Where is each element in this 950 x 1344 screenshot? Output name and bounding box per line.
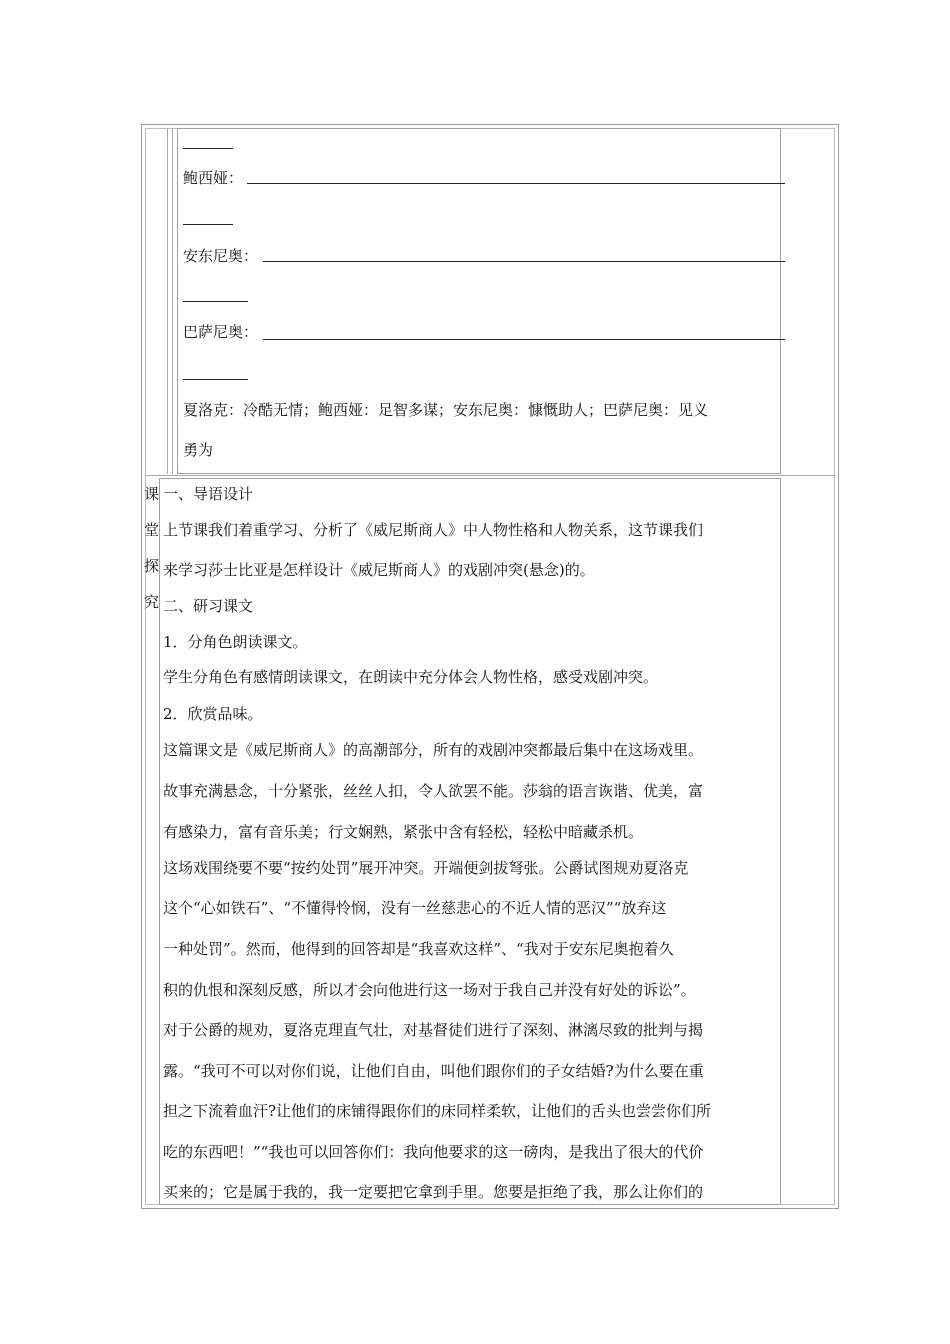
divider-line xyxy=(167,128,168,474)
answer-line: 夏洛克：冷酷无情；鲍西娅：足智多谋；安东尼奥：慷慨助人；巴萨尼奥：见义 xyxy=(183,401,709,419)
top-cell-border xyxy=(177,128,781,474)
blank-line xyxy=(183,379,248,380)
divider-line xyxy=(145,475,835,476)
paragraph-line: 上节课我们着重学习、分析了《威尼斯商人》中人物性格和人物关系，这节课我们 xyxy=(163,521,704,539)
portia-label: 鲍西娅： xyxy=(183,169,244,187)
section-label-char: 探 xyxy=(144,557,160,575)
blank-line xyxy=(183,148,233,149)
section-label-char: 究 xyxy=(144,593,160,611)
antonio-label: 安东尼奥： xyxy=(183,247,259,265)
paragraph-line: 积的仇恨和深刻反感，所以才会向他进行这一场对于我自己并没有好处的诉讼”。 xyxy=(163,981,696,999)
heading: 一、导语设计 xyxy=(163,485,254,503)
paragraph-line: 来学习莎士比亚是怎样设计《威尼斯商人》的戏剧冲突(悬念)的。 xyxy=(163,561,595,579)
blank-line xyxy=(263,339,785,340)
paragraph-line: 吃的东西吧！”“我也可以回答你们：我向他要求的这一磅肉，是我出了很大的代价 xyxy=(163,1143,704,1161)
blank-line xyxy=(183,224,233,225)
paragraph-line: 有感染力，富有音乐美；行文娴熟，紧张中含有轻松，轻松中暗藏杀机。 xyxy=(163,823,644,841)
paragraph-line: 这个“心如铁石”、“不懂得怜悯，没有一丝慈悲心的不近人情的恶汉”“放弃这 xyxy=(163,899,667,917)
paragraph-line: 对于公爵的规劝，夏洛克理直气壮，对基督徒们进行了深刻、淋漓尽致的批判与揭 xyxy=(163,1021,704,1039)
blank-line xyxy=(183,301,248,302)
divider-line xyxy=(172,128,173,474)
paragraph-line: 担之下流着血汗?让他们的床铺得跟你们的床同样柔软，让他们的舌头也尝尝你们所 xyxy=(163,1102,712,1120)
blank-line xyxy=(263,261,785,262)
heading: 二、研习课文 xyxy=(163,597,254,615)
paragraph-line: 学生分角色有感情朗读课文，在朗读中充分体会人物性格，感受戏剧冲突。 xyxy=(163,668,659,686)
paragraph-line: 买来的；它是属于我的，我一定要把它拿到手里。您要是拒绝了我，那么让你们的 xyxy=(163,1183,704,1201)
paragraph-line: 露。“我可不可以对你们说，让他们自由，叫他们跟你们的子女结婚?为什么要在重 xyxy=(163,1062,704,1080)
answer-line: 勇为 xyxy=(183,441,214,459)
bassanio-label: 巴萨尼奥： xyxy=(183,323,259,341)
blank-line xyxy=(247,183,785,184)
subheading: 2．欣赏品味。 xyxy=(163,705,263,723)
paragraph-line: 这篇课文是《威尼斯商人》的高潮部分，所有的戏剧冲突都最后集中在这场戏里。 xyxy=(163,741,704,759)
paragraph-line: 这场戏围绕要不要“按约处罚”展开冲突。开端便剑拔弩张。公爵试图规劝夏洛克 xyxy=(163,859,689,877)
paragraph-line: 一种处罚”。然而，他得到的回答却是“我喜欢这样”、“我对于安东尼奥抱着久 xyxy=(163,940,674,958)
section-label-char: 堂 xyxy=(144,521,160,539)
paragraph-line: 故事充满悬念，十分紧张，丝丝人扣，令人欲罢不能。莎翁的语言诙谐、优美，富 xyxy=(163,782,704,800)
section-label-char: 课 xyxy=(144,485,160,503)
subheading: 1．分角色朗读课文。 xyxy=(163,633,308,651)
